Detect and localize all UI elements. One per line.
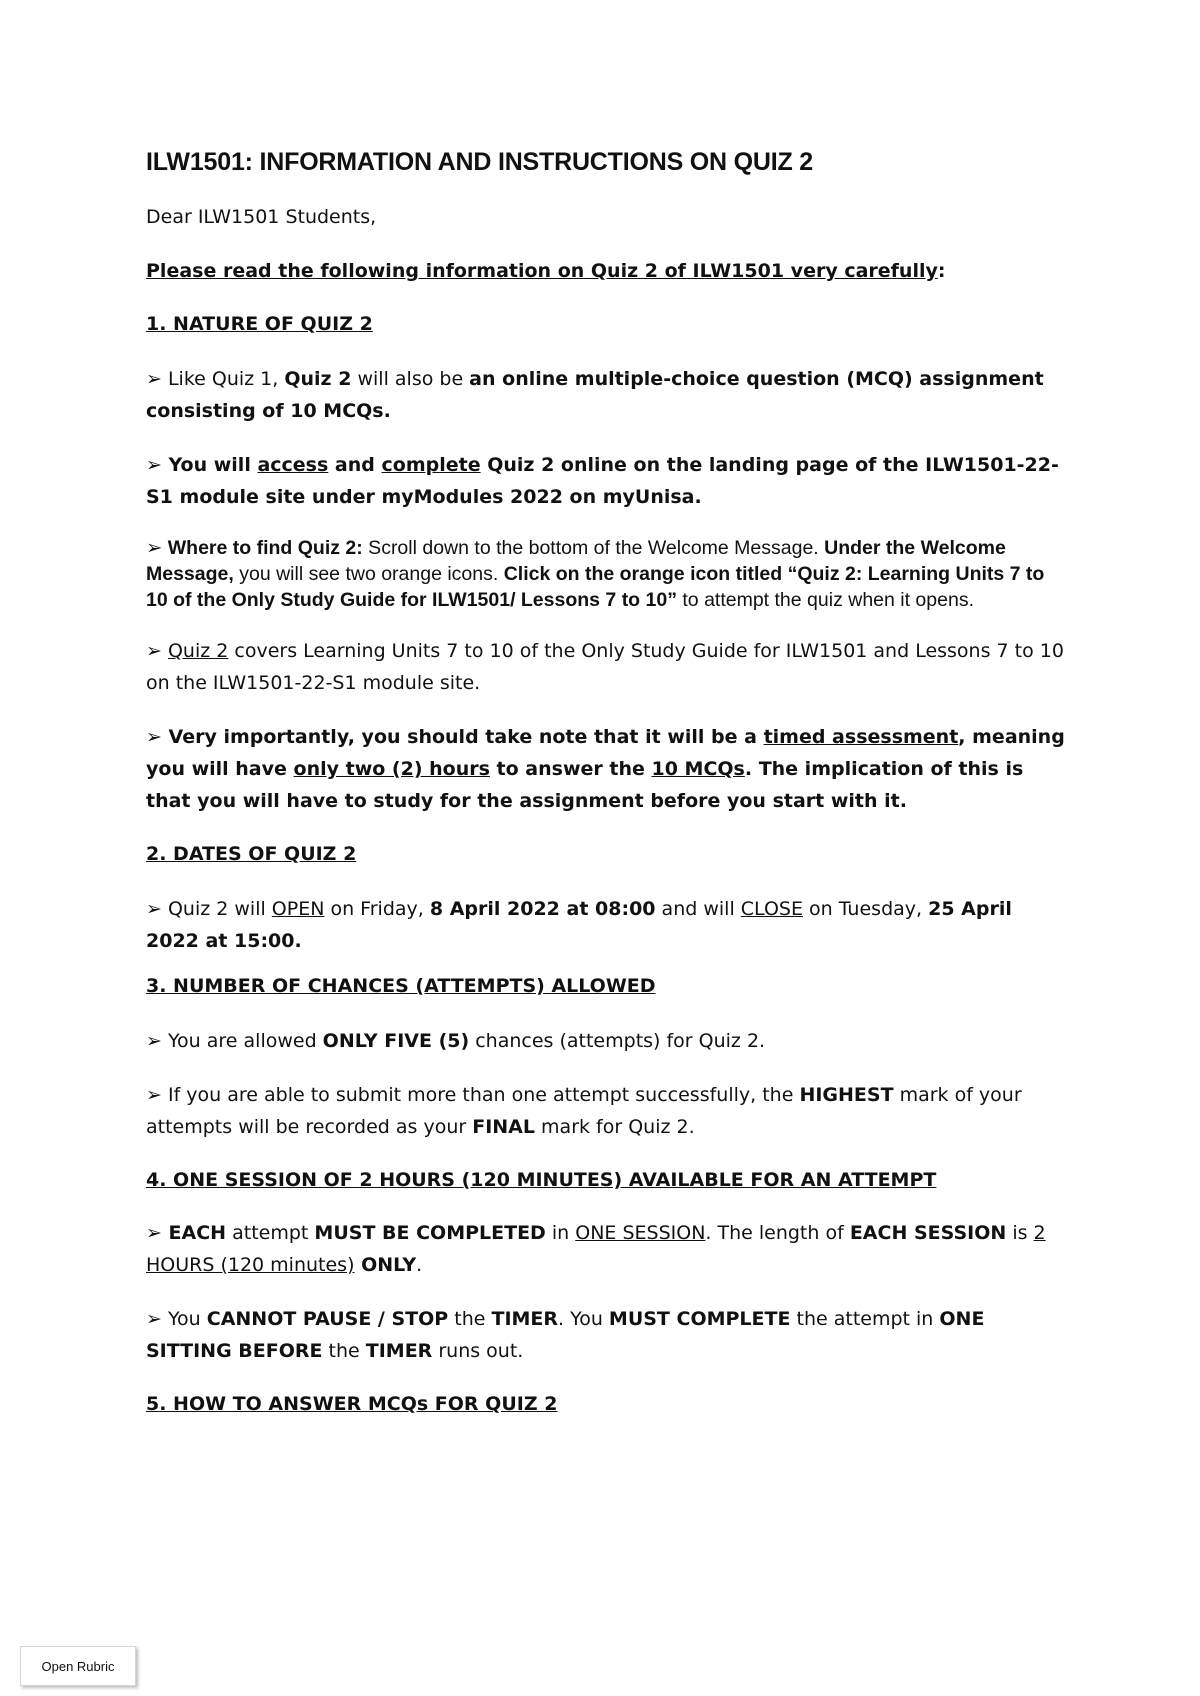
arrow-bullet-icon: ➢ — [146, 640, 162, 662]
arrow-bullet-icon: ➢ — [146, 1084, 162, 1106]
s2-bullet-1: ➢ Quiz 2 will OPEN on Friday, 8 April 2022 at 08:00 and will CLOSE on Tuesday, 25 April 2022 at 15:00. — [146, 898, 1012, 952]
s1-bullet-1: ➢ Like Quiz 1, Quiz 2 will also be an online multiple-choice question (MCQ) assignment consisting of 10 MCQs. — [146, 368, 1044, 422]
arrow-bullet-icon: ➢ — [146, 368, 162, 390]
s1-bullet-5: ➢ Very importantly, you should take note that it will be a timed assessment, meaning you will have only two (2) hours to answer the 10 MCQs. The implication of this is that you will have to study for the assignment before you start with it. — [146, 726, 1065, 812]
s4-bullet-2: ➢ You CANNOT PAUSE / STOP the TIMER. You MUST COMPLETE the attempt in ONE SITTING BEFORE the TIMER runs out. — [146, 1308, 985, 1362]
section-4-heading: 4. ONE SESSION OF 2 HOURS (120 MINUTES) AVAILABLE FOR AN ATTEMPT — [146, 1169, 937, 1191]
section-1-heading: 1. NATURE OF QUIZ 2 — [146, 313, 373, 335]
arrow-bullet-icon: ➢ — [146, 726, 162, 748]
s1-bullet-2: ➢ You will access and complete Quiz 2 online on the landing page of the ILW1501-22-S1 module site under myModules 2022 on myUnisa. — [146, 454, 1059, 508]
document-page — [146, 140, 1066, 1419]
arrow-bullet-icon: ➢ — [146, 1308, 162, 1330]
arrow-bullet-icon: ➢ — [146, 1222, 162, 1244]
greeting: Dear ILW1501 Students, — [146, 206, 377, 228]
open-rubric-button[interactable]: Open Rubric — [20, 1646, 136, 1686]
s3-bullet-2: ➢ If you are able to submit more than one attempt successfully, the HIGHEST mark of your attempts will be recorded as your FINAL mark for Quiz 2. — [146, 1084, 1022, 1138]
arrow-bullet-icon: ➢ — [146, 1030, 162, 1052]
arrow-bullet-icon: ➢ — [146, 454, 162, 476]
section-3-heading: 3. NUMBER OF CHANCES (ATTEMPTS) ALLOWED — [146, 975, 656, 997]
s1-bullet-4: ➢ Quiz 2 covers Learning Units 7 to 10 of the Only Study Guide for ILW1501 and Lessons 7 to 10 on the ILW1501-22-S1 module site. — [146, 640, 1064, 694]
s1-bullet-3: ➢ Where to find Quiz 2: Scroll down to the bottom of the Welcome Message. Under the Welcome Message, you will see two orange icons. Click on the orange icon titled “Quiz 2: Learning Units 7 to 10 of the Only Study Guide for ILW1501/ Lessons 7 to 10” to attempt the quiz when it opens. — [146, 537, 1045, 611]
arrow-bullet-icon: ➢ — [146, 898, 162, 920]
arrow-bullet-icon: ➢ — [146, 537, 163, 559]
section-5-heading: 5. HOW TO ANSWER MCQs FOR QUIZ 2 — [146, 1393, 558, 1415]
intro-line: Please read the following information on Quiz 2 of ILW1501 very carefully: — [146, 260, 946, 282]
s4-bullet-1: ➢ EACH attempt MUST BE COMPLETED in ONE SESSION. The length of EACH SESSION is 2 HOURS (120 minutes) ONLY. — [146, 1222, 1046, 1276]
section-2-heading: 2. DATES OF QUIZ 2 — [146, 843, 357, 865]
s3-bullet-1: ➢ You are allowed ONLY FIVE (5) chances (attempts) for Quiz 2. — [146, 1030, 766, 1052]
document-title: ILW1501: INFORMATION AND INSTRUCTIONS ON QUIZ 2 — [146, 148, 814, 176]
